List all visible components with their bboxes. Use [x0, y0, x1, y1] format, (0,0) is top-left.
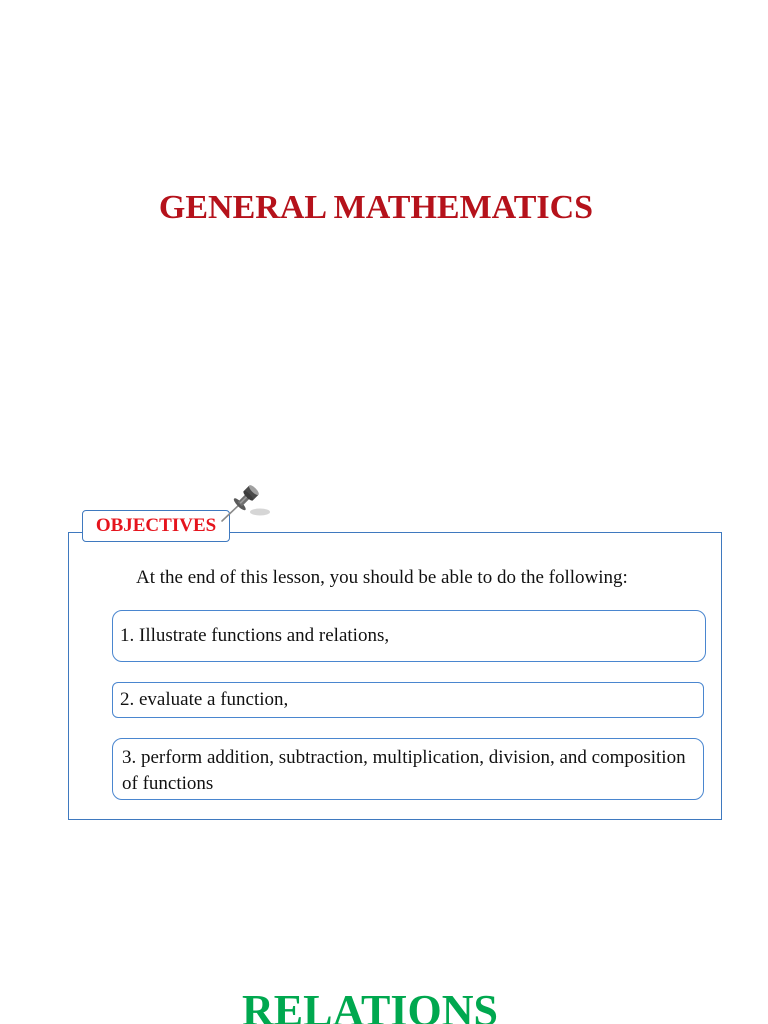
objectives-label-text: OBJECTIVES	[95, 515, 217, 536]
section-heading: RELATIONS	[242, 989, 498, 1024]
objectives-intro: At the end of this lesson, you should be able to do the following:	[136, 567, 628, 588]
objective-item-3	[112, 738, 704, 800]
objective-item-text: 3. perform addition, subtraction, multiplication, division, and composition of functions	[122, 747, 686, 794]
pushpin-icon	[216, 482, 272, 526]
objective-item-text: 1. Illustrate functions and relations,	[120, 625, 390, 646]
objective-item-text: 2. evaluate a function,	[120, 689, 289, 710]
page-title: GENERAL MATHEMATICS	[158, 189, 594, 226]
objective-item-2	[112, 682, 704, 718]
objective-item-1	[112, 610, 706, 662]
objectives-label	[82, 510, 230, 542]
section-heading-area	[0, 989, 768, 1024]
